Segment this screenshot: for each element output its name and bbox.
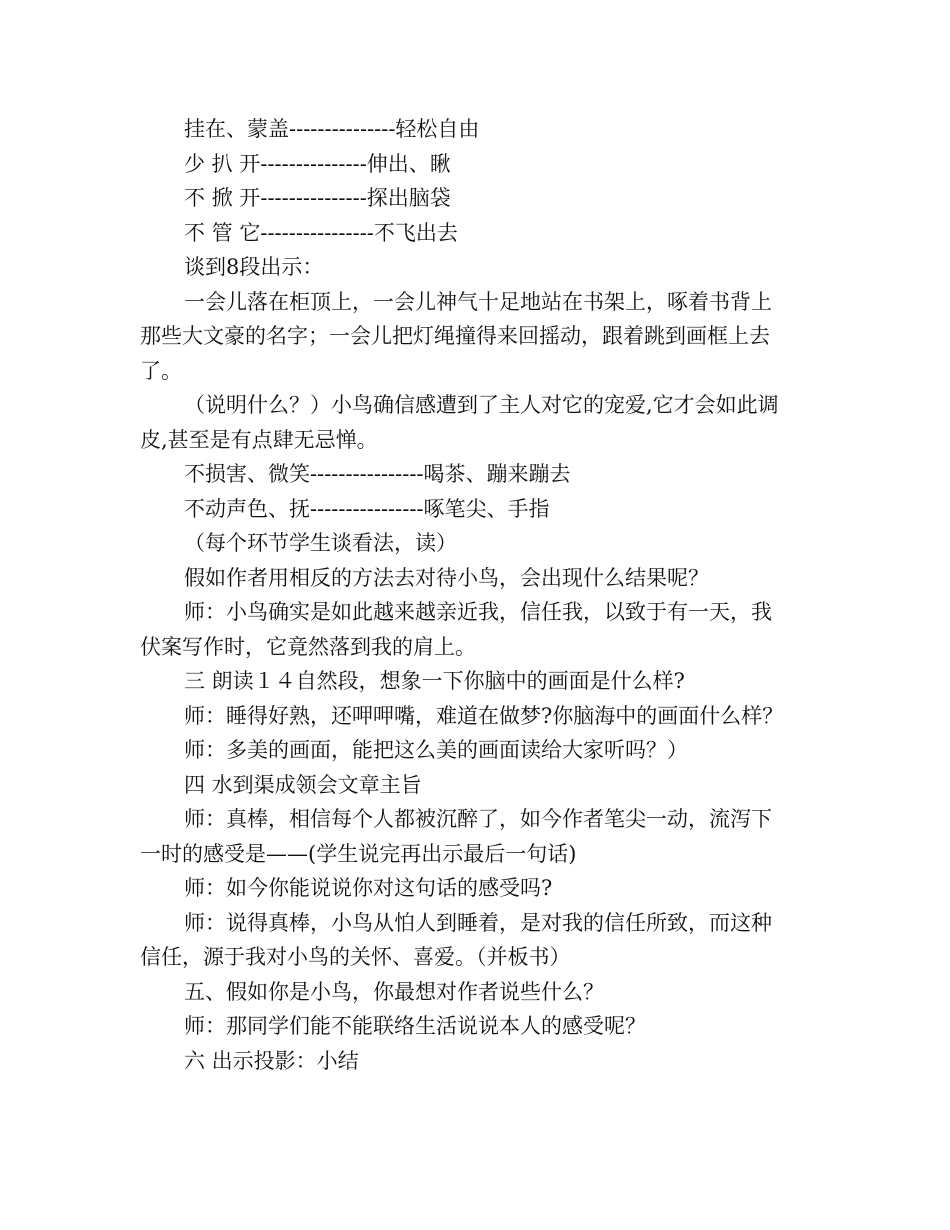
text-line: 五、假如你是小鸟，你最想对作者说些什么？ [184,979,604,1004]
document-body [140,112,812,1078]
text-line: 师：真棒，相信每个人都被沉醉了，如今作者笔尖一动，流泻下 [184,807,772,831]
text-line: 师：如今你能说说你对这句话的感受吗? [184,876,553,900]
text-line: 了。 [140,358,182,383]
text-line: 假如作者用相反的方法去对待小鸟，会出现什么结果呢？ [184,565,709,590]
text-line: 不动声色、抚----------------啄笔尖、手指 [184,496,550,521]
text-line: 谈到8段出示： [184,255,324,279]
text-line: 四 水到渠成领会文章主旨 [184,772,422,797]
text-line: 六 出示投影：小结 [184,1048,359,1073]
text-line: 皮,甚至是有点肆无忌惮。 [140,427,378,452]
text-line: 师：多美的画面，能把这么美的画面读给大家听吗？） [184,738,688,762]
text-line: 三 朗读１４自然段，想象一下你脑中的画面是什么样? [184,669,685,693]
text-line: 少 扒 开---------------伸出、瞅 [184,151,451,176]
text-line: 伏案写作时，它竟然落到我的肩上。 [140,634,476,659]
text-line: 不 管 它----------------不飞出去 [184,220,458,245]
text-line: 不 掀 开---------------探出脑袋 [184,186,451,210]
text-line: 师：说得真棒，小鸟从怕人到睡着，是对我的信任所致，而这种 [184,910,772,935]
text-line: 师：睡得好熟，还呷呷嘴，难道在做梦?你脑海中的画面什么样？ [184,703,784,728]
text-line: 一会儿落在柜顶上，一会儿神气十足地站在书架上，啄着书背上 [184,289,772,314]
text-line: 一时的感受是——(学生说完再出示最后一句话) [140,841,577,866]
text-line: 不损害、微笑----------------喝茶、蹦来蹦去 [184,462,571,486]
text-line: 挂在、蒙盖---------------轻松自由 [184,117,480,141]
text-line: 师：小鸟确实是如此越来越亲近我，信任我，以致于有一天，我 [184,600,772,624]
text-line: （说明什么？）小鸟确信感遭到了主人对它的宠爱,它才会如此调 [184,393,779,417]
text-line: 信任，源于我对小鸟的关怀、喜爱。（并板书） [140,945,571,969]
text-line: （每个环节学生谈看法，读） [184,531,457,555]
text-line: 师：那同学们能不能联络生活说说本人的感受呢？ [184,1014,646,1038]
text-line: 那些大文豪的名字；一会儿把灯绳撞得来回摇动，跟着跳到画框上去 [140,324,770,348]
